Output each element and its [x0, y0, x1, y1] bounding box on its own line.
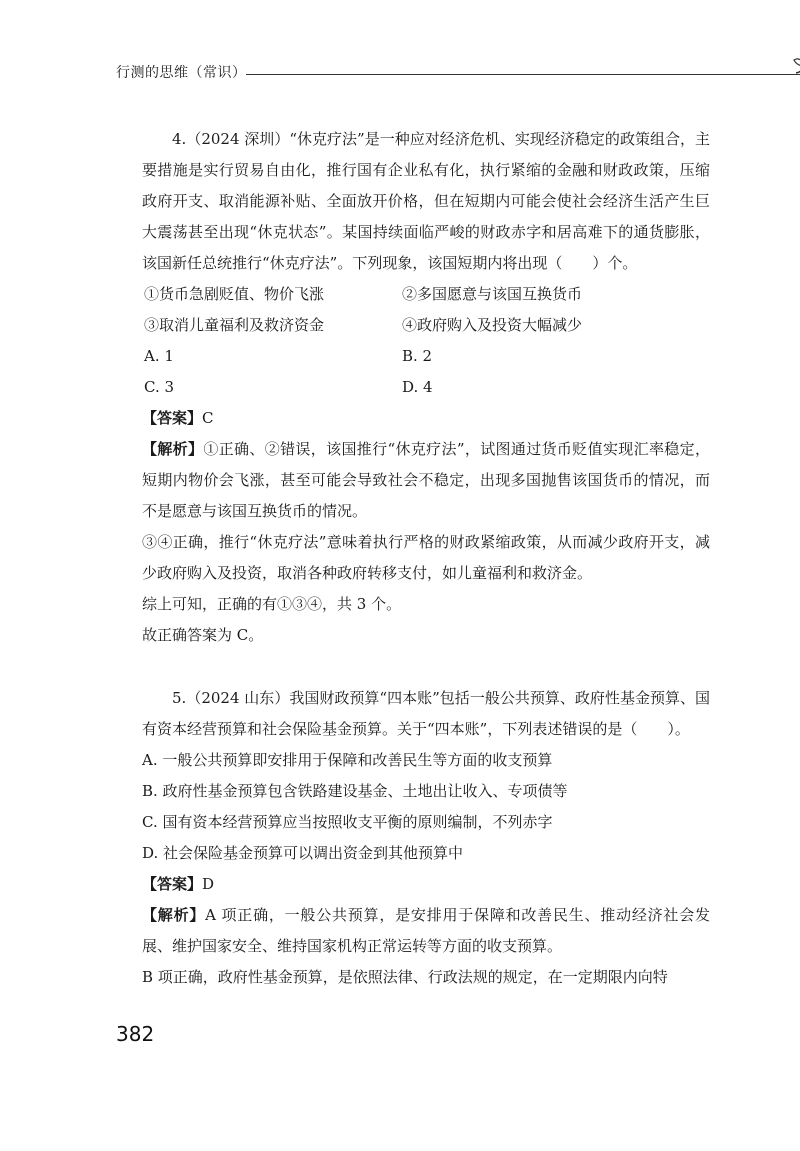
item-2: ②多国愿意与该国互换货币	[402, 285, 583, 303]
sprout-icon	[792, 52, 800, 78]
choice-d: D. 4	[402, 378, 433, 396]
question-4-items	[142, 279, 710, 341]
page-number: 382	[116, 1022, 155, 1046]
question-4-analysis-3: 综上可知，正确的有①③④，共 3 个。	[142, 595, 402, 613]
analysis-text: A 项正确，一般公共预算，是安排用于保障和改善民生、推动经济社会发展、维护国家安全、维持国家机构正常运转等方面的收支预算。	[142, 906, 710, 955]
answer-value: D	[202, 875, 215, 893]
choice-a: A. 1	[144, 347, 174, 365]
question-4-answer	[142, 403, 710, 434]
question-5-choice-c: C. 国有资本经营预算应当按照收支平衡的原则编制，不列赤字	[142, 813, 553, 831]
choice-b: B. 2	[402, 347, 433, 365]
question-4-analysis-1	[142, 434, 710, 527]
question-4-choices	[142, 341, 710, 403]
question-4-stem: 4.（2024 深圳）“休克疗法”是一种应对经济危机、实现经济稳定的政策组合，主要措施是实行贸易自由化，推行国有企业私有化，执行紧缩的金融和财政政策，压缩政府开支、取消能源补贴、全面放开价格，但在短期内可能会使社会经济生活产生巨大震荡甚至出现“休克状态”。某国持续面临严峻的财政赤字和居高难下的通货膨胀，该国新任总统推行“休克疗法”。下列现象，该国短期内将出现（ ）个。	[142, 130, 710, 272]
question-5-choice-b: B. 政府性基金预算包含铁路建设基金、土地出让收入、专项债等	[142, 782, 568, 800]
page-header	[116, 52, 716, 84]
item-4: ④政府购入及投资大幅减少	[402, 316, 583, 334]
analysis-label: 【解析】	[142, 906, 206, 924]
page-content	[142, 124, 710, 993]
answer-label: 【答案】	[142, 409, 203, 427]
answer-value: C	[202, 409, 214, 427]
question-5-analysis-2: B 项正确，政府性基金预算，是依照法律、行政法规的规定，在一定期限内向特	[142, 968, 668, 986]
answer-label: 【答案】	[142, 875, 203, 893]
analysis-label: 【解析】	[142, 440, 204, 458]
question-5-stem: 5.（2024 山东）我国财政预算“四本账”包括一般公共预算、政府性基金预算、国有资本经营预算和社会保险基金预算。关于“四本账”，下列表述错误的是（ ）。	[142, 689, 710, 738]
question-4-analysis-4: 故正确答案为 C。	[142, 626, 264, 644]
header-rule	[246, 74, 800, 75]
question-5-choice-d: D. 社会保险基金预算可以调出资金到其他预算中	[142, 844, 464, 862]
question-5-answer	[142, 869, 710, 900]
question-4-analysis-2: ③④正确，推行“休克疗法”意味着执行严格的财政紧缩政策，从而减少政府开支，减少政府购入及投资，取消各种政府转移支付，如儿童福利和救济金。	[142, 533, 710, 582]
question-5-choice-a: A. 一般公共预算即安排用于保障和改善民生等方面的收支预算	[142, 751, 553, 769]
item-3: ③取消儿童福利及救济资金	[144, 316, 325, 334]
choice-c: C. 3	[144, 378, 175, 396]
question-5-analysis-1	[142, 900, 710, 962]
analysis-text: ①正确、②错误，该国推行“休克疗法”，试图通过货币贬值实现汇率稳定，短期内物价会飞涨，甚至可能会导致社会不稳定，出现多国抛售该国货币的情况，而不是愿意与该国互换货币的情况。	[142, 440, 710, 520]
running-title: 行测的思维（常识）	[116, 65, 247, 81]
item-1: ①货币急剧贬值、物价飞涨	[144, 285, 325, 303]
